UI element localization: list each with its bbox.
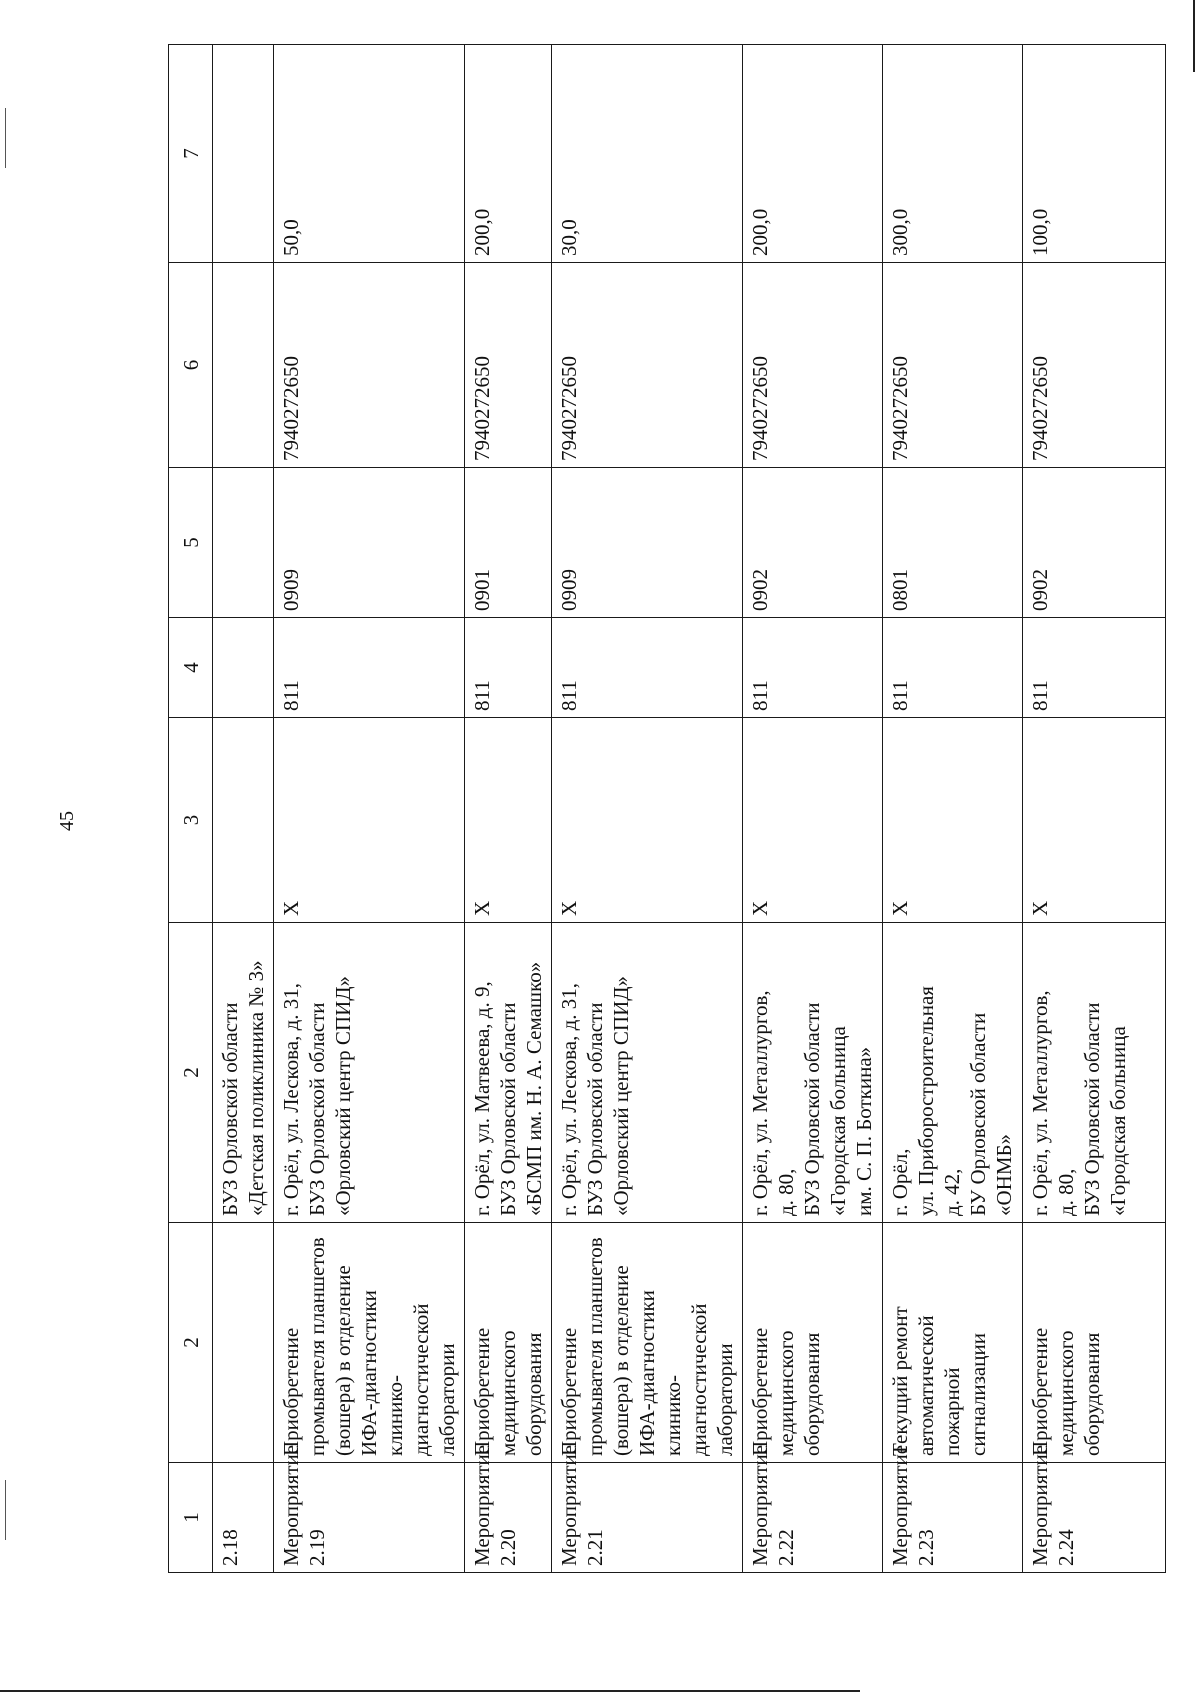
header-cell: 2 — [169, 1223, 213, 1463]
col6-cell: 7940272650 — [274, 263, 465, 468]
col3-cell: X — [274, 718, 465, 923]
col3-cell — [213, 718, 274, 923]
address-cell: г. Орёл, ул. Металлургов, д. 80, БУЗ Орловской области «Городская больница — [1023, 923, 1166, 1223]
col3-cell: X — [1023, 718, 1166, 923]
address-cell: г. Орёл, ул. Матвеева, д. 9, БУЗ Орловской области «БСМП им. Н. А. Семашко» — [465, 923, 552, 1223]
measure-name-cell: Приобретение медицинского оборудования — [465, 1223, 552, 1463]
col7-cell: 100,0 — [1023, 45, 1166, 263]
col5-cell: 0901 — [465, 468, 552, 618]
col7-cell: 200,0 — [465, 45, 552, 263]
measure-name-cell: Приобретение промывателя планшетов (вошера) в отделение ИФА-диагностики клинико-диагностической лаборатории — [552, 1223, 743, 1463]
col5-cell: 0902 — [1023, 468, 1166, 618]
address-cell: г. Орёл, ул. Лескова, д. 31, БУЗ Орловской области «Орловский центр СПИД» — [552, 923, 743, 1223]
scan-edge-mark — [1193, 0, 1195, 72]
page-number: 45 — [56, 811, 78, 831]
col5-cell: 0909 — [552, 468, 743, 618]
col5-cell: 0902 — [743, 468, 883, 618]
address-cell: г. Орёл, ул. Металлургов, д. 80, БУЗ Орловской области «Городская больница им. С. П. Боткина» — [743, 923, 883, 1223]
col6-cell: 7940272650 — [1023, 263, 1166, 468]
header-cell: 5 — [169, 468, 213, 618]
header-cell: 6 — [169, 263, 213, 468]
header-cell: 3 — [169, 718, 213, 923]
measure-name-cell: Приобретение промывателя планшетов (вошера) в отделение ИФА-диагностики клинико-диагностической лаборатории — [274, 1223, 465, 1463]
col3-cell: X — [552, 718, 743, 923]
col7-cell: 50,0 — [274, 45, 465, 263]
col7-cell: 30,0 — [552, 45, 743, 263]
col4-cell: 811 — [465, 618, 552, 718]
address-cell: г. Орёл, ул. Лескова, д. 31, БУЗ Орловской области «Орловский центр СПИД» — [274, 923, 465, 1223]
col3-cell: X — [883, 718, 1023, 923]
col4-cell: 811 — [743, 618, 883, 718]
col3-cell: X — [743, 718, 883, 923]
col4-cell — [213, 618, 274, 718]
scan-edge-mark — [5, 108, 6, 168]
table-row — [213, 45, 274, 1573]
measures-table — [168, 44, 1166, 1573]
table-header-row — [169, 45, 213, 1573]
measure-id-cell: Мероприятие 2.24 — [1023, 1463, 1166, 1573]
col7-cell: 200,0 — [743, 45, 883, 263]
col4-cell: 811 — [552, 618, 743, 718]
header-cell: 4 — [169, 618, 213, 718]
rotated-table-container — [168, 45, 1130, 1573]
col6-cell: 7940272650 — [465, 263, 552, 468]
col6-cell: 7940272650 — [552, 263, 743, 468]
col4-cell: 811 — [883, 618, 1023, 718]
col4-cell: 811 — [274, 618, 465, 718]
table-row — [883, 45, 1023, 1573]
measure-id-cell: Мероприятие 2.21 — [552, 1463, 743, 1573]
col5-cell: 0801 — [883, 468, 1023, 618]
col7-cell — [213, 45, 274, 263]
measure-id-cell: Мероприятие 2.23 — [883, 1463, 1023, 1573]
col4-cell: 811 — [1023, 618, 1166, 718]
header-cell: 7 — [169, 45, 213, 263]
scan-edge-mark — [5, 1480, 6, 1540]
measure-name-cell — [213, 1223, 274, 1463]
col5-cell — [213, 468, 274, 618]
col6-cell: 7940272650 — [743, 263, 883, 468]
measure-name-cell: Текущий ремонт автоматической пожарной сигнализации — [883, 1223, 1023, 1463]
table-row — [743, 45, 883, 1573]
table-row — [274, 45, 465, 1573]
measure-name-cell: Приобретение медицинского оборудования — [1023, 1223, 1166, 1463]
table-row — [465, 45, 552, 1573]
table-row — [1023, 45, 1166, 1573]
measure-id-cell: Мероприятие 2.22 — [743, 1463, 883, 1573]
address-cell: г. Орёл, ул. Приборостроительная д. 42, БУ Орловской области «ОНМБ» — [883, 923, 1023, 1223]
col6-cell: 7940272650 — [883, 263, 1023, 468]
col3-cell: X — [465, 718, 552, 923]
measure-id-cell: Мероприятие 2.20 — [465, 1463, 552, 1573]
col5-cell: 0909 — [274, 468, 465, 618]
col7-cell: 300,0 — [883, 45, 1023, 263]
scan-bottom-line — [0, 1690, 860, 1692]
measure-id-cell: 2.18 — [213, 1463, 274, 1573]
measure-id-cell: Мероприятие 2.19 — [274, 1463, 465, 1573]
header-cell: 2 — [169, 923, 213, 1223]
header-cell: 1 — [169, 1463, 213, 1573]
col6-cell — [213, 263, 274, 468]
address-cell: БУЗ Орловской области «Детская поликлиника № 3» — [213, 923, 274, 1223]
measure-name-cell: Приобретение медицинского оборудования — [743, 1223, 883, 1463]
table-row — [552, 45, 743, 1573]
